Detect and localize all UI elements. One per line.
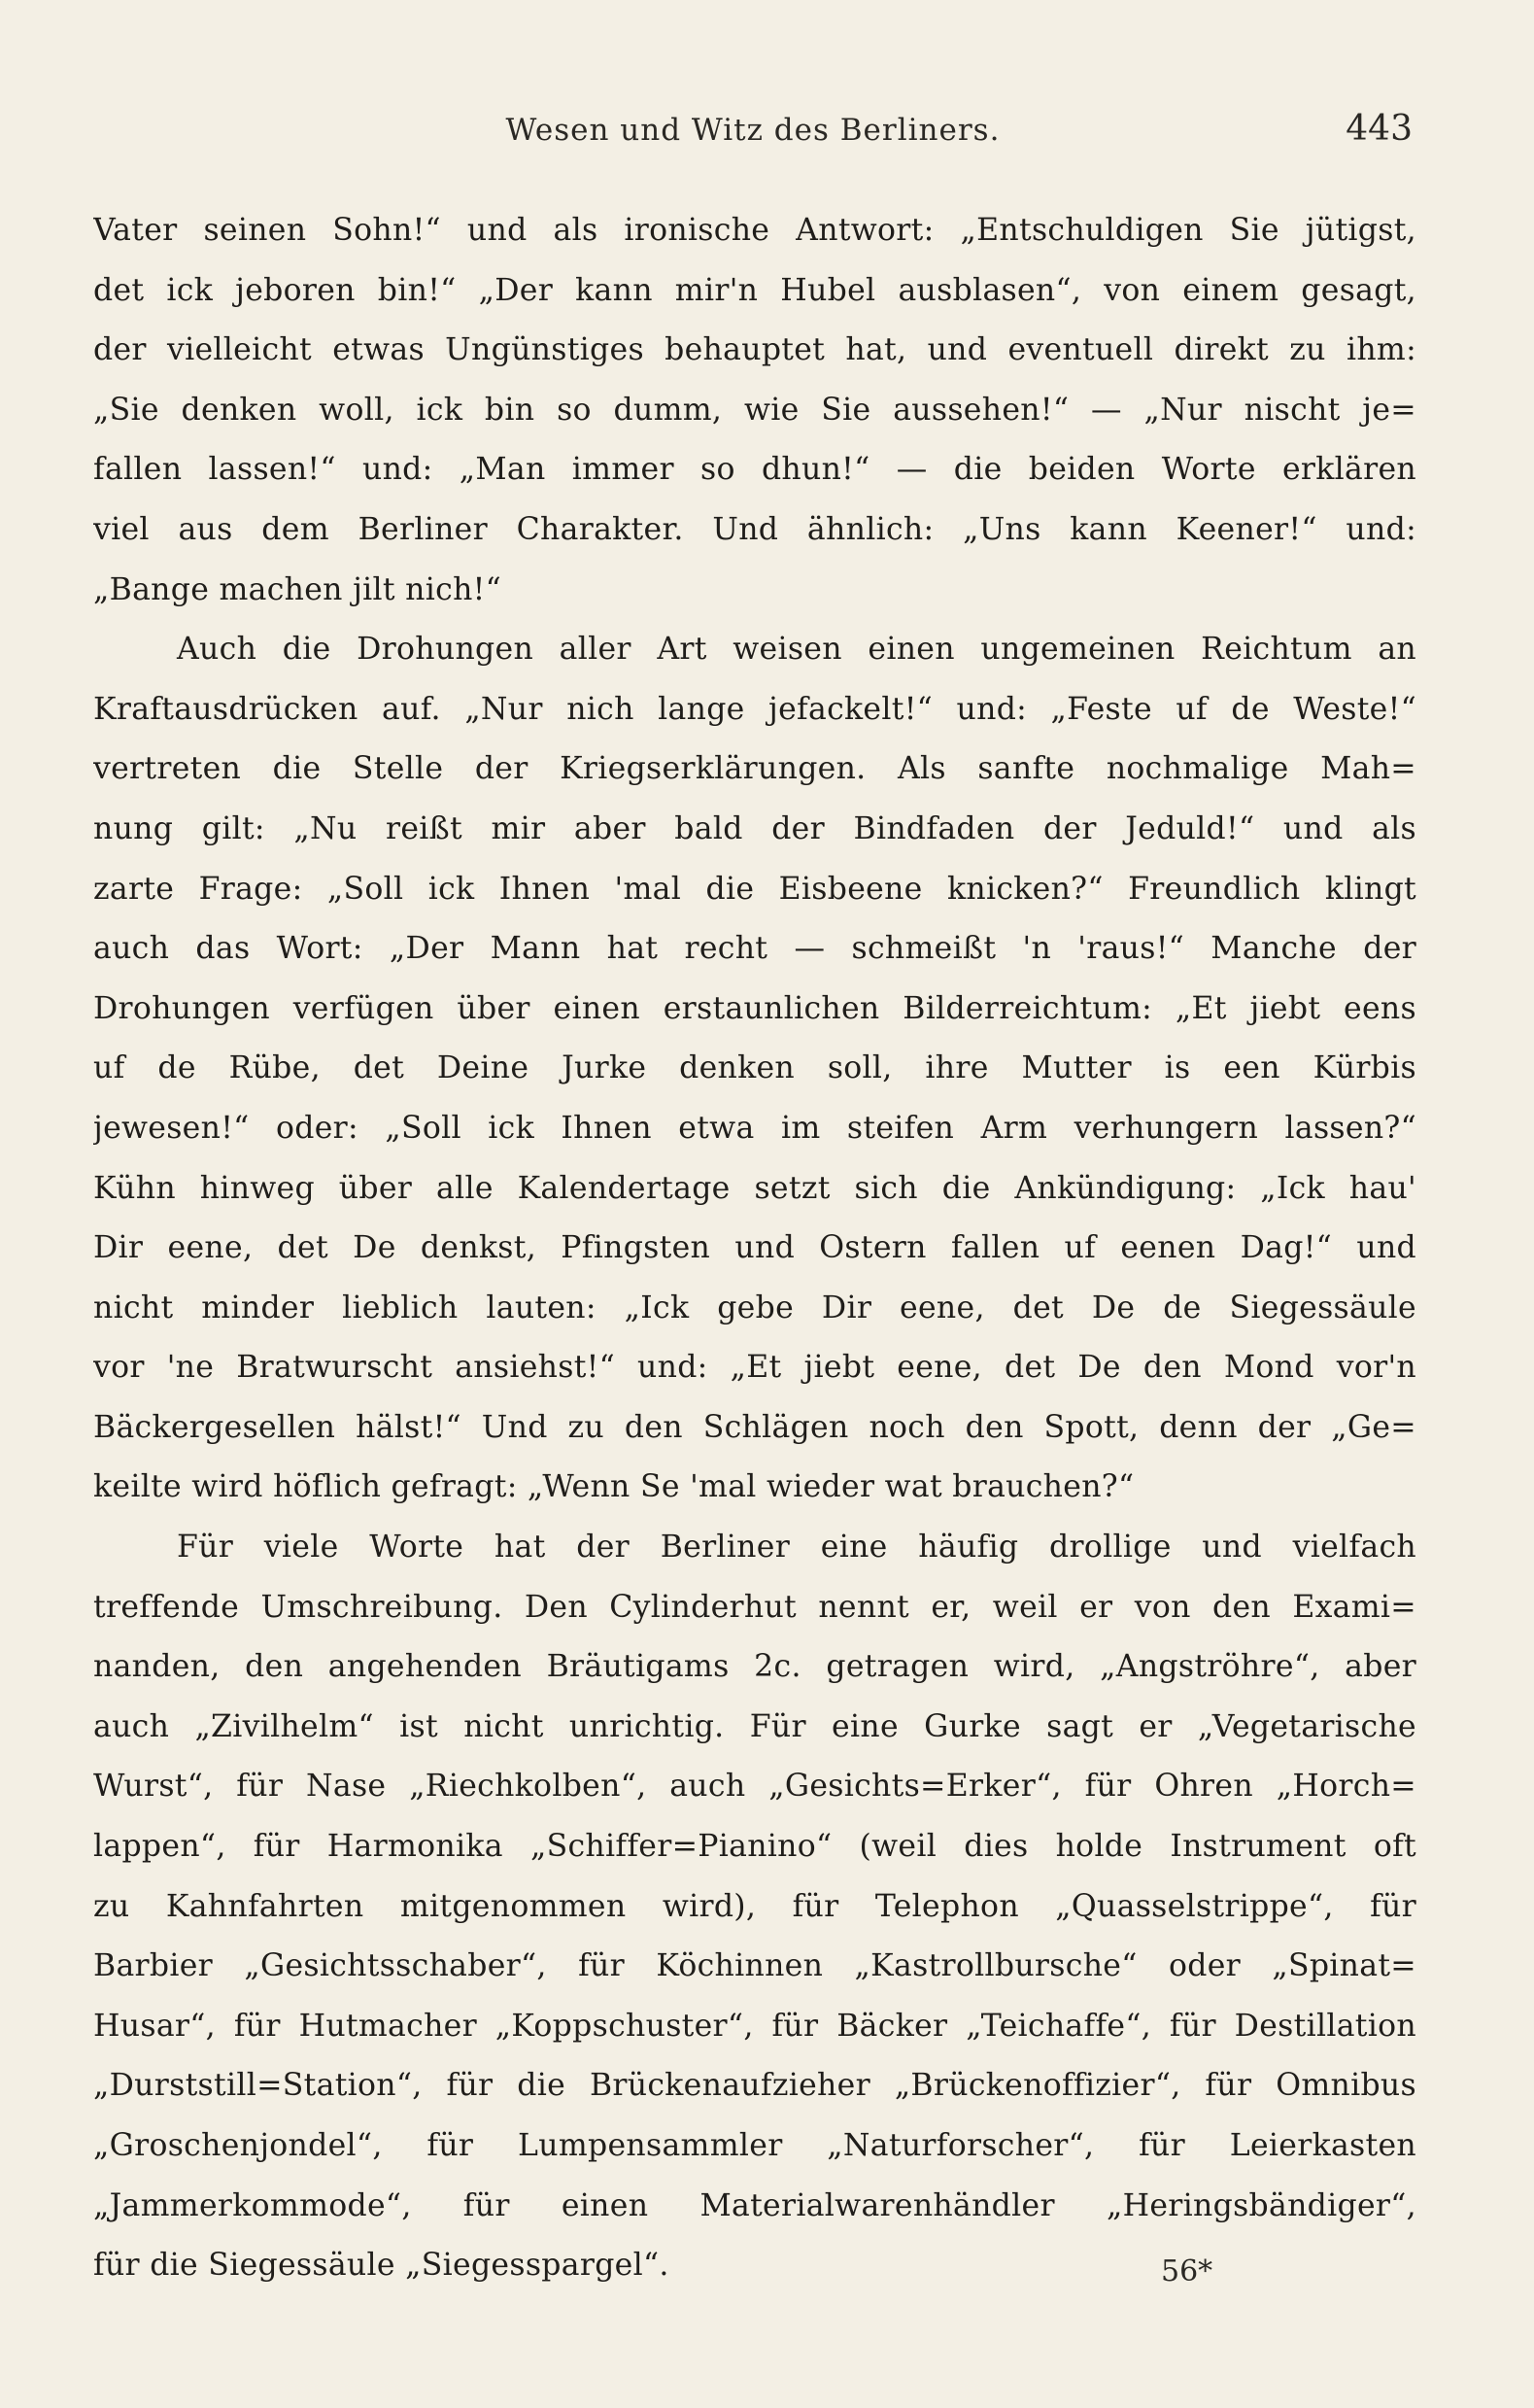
text-line: Vater seinen Sohn!“ und als ironische Antwort: „Entschuldigen Sie jütigst, [93,213,1416,248]
text-line: „Durststill=Station“, für die Brückenaufzieher „Brückenoffizier“, für Omnibus [93,2068,1416,2104]
text-line: treffende Umschreibung. Den Cylinderhut nennt er, weil er von den Exami= [93,1589,1416,1625]
text-line: „Groschenjondel“, für Lumpensammler „Naturforscher“, für Leierkasten [93,2128,1416,2163]
text-line: nung gilt: „Nu reißt mir aber bald der Bindfaden der Jeduld!“ und als [93,810,1416,846]
text-line: Dir eene, det De denkst, Pfingsten und Ostern fallen uf eenen Dag!“ und [93,1230,1416,1266]
paragraph-start-line: Für viele Worte hat der Berliner eine häufig drollige und vielfach [177,1530,1416,1565]
text-line: vertreten die Stelle der Kriegserklärungen. Als sanfte nochmalige Mah= [93,751,1416,787]
text-line: Wurst“, für Nase „Riechkolben“, auch „Gesichts=Erker“, für Ohren „Horch= [93,1769,1416,1805]
running-title: Wesen und Witz des Berliners. [505,113,1001,148]
text-line: Husar“, für Hutmacher „Koppschuster“, für Bäcker „Teichaffe“, für Destillation [93,2008,1416,2044]
text-line: der vielleicht etwas Ungünstiges behauptet hat, und eventuell direkt zu ihm: [93,332,1416,368]
text-line: „Jammerkommode“, für einen Materialwarenhändler „Heringsbändiger“, [93,2187,1416,2223]
page-number: 443 [1346,109,1413,149]
text-line: uf de Rübe, det Deine Jurke denken soll, ihre Mutter is een Kürbis [93,1050,1416,1086]
text-line: viel aus dem Berliner Charakter. Und ähnlich: „Uns kann Keener!“ und: [93,511,1416,547]
body-text [93,201,1416,2296]
text-line: zarte Frage: „Soll ick Ihnen 'mal die Eisbeene knicken?“ Freundlich klingt [93,871,1416,907]
text-line: Kühn hinweg über alle Kalendertage setzt sich die Ankündigung: „Ick hau' [93,1170,1416,1206]
text-line: det ick jeboren bin!“ „Der kann mir'n Hubel ausblasen“, von einem gesagt, [93,272,1416,308]
text-line: nicht minder lieblich lauten: „Ick gebe Dir eene, det De de Siegessäule [93,1290,1416,1325]
text-line: „Bange machen jilt nich!“ [93,571,502,607]
paragraph-start-line: Auch die Drohungen aller Art weisen einen ungemeinen Reichtum an [177,632,1416,668]
running-head [93,109,1413,157]
text-line: jewesen!“ oder: „Soll ick Ihnen etwa im steifen Arm verhungern lassen?“ [93,1110,1416,1146]
text-line: Barbier „Gesichtsschaber“, für Köchinnen „Kastrollbursche“ oder „Spinat= [93,1948,1416,1984]
text-line: zu Kahnfahrten mitgenommen wird), für Telephon „Quasselstrippe“, für [93,1888,1416,1924]
text-line: Drohungen verfügen über einen erstaunlichen Bilderreichtum: „Et jiebt eens [93,990,1416,1026]
text-line: nanden, den angehenden Bräutigams 2c. getragen wird, „Angströhre“, aber [93,1649,1416,1685]
text-line: vor 'ne Bratwurscht ansiehst!“ und: „Et jiebt eene, det De den Mond vor'n [93,1350,1416,1386]
text-line: fallen lassen!“ und: „Man immer so dhun!“ — die beiden Worte erklären [93,452,1416,488]
text-line: keilte wird höflich gefragt: „Wenn Se 'mal wieder wat brauchen?“ [93,1469,1135,1505]
signature-mark: 56* [1161,2254,1213,2288]
text-line: auch das Wort: „Der Mann hat recht — schmeißt 'n 'raus!“ Manche der [93,931,1416,967]
text-line: für die Siegessäule „Siegesspargel“. [93,2248,669,2284]
text-line: Kraftausdrücken auf. „Nur nich lange jefackelt!“ und: „Feste uf de Weste!“ [93,691,1416,727]
text-line: „Sie denken woll, ick bin so dumm, wie Sie aussehen!“ — „Nur nischt je= [93,392,1416,428]
text-line: auch „Zivilhelm“ ist nicht unrichtig. Für eine Gurke sagt er „Vegetarische [93,1708,1416,1744]
text-line: lappen“, für Harmonika „Schiffer=Pianino“ (weil dies holde Instrument oft [93,1829,1416,1865]
text-line: Bäckergesellen hälst!“ Und zu den Schlägen noch den Spott, denn der „Ge= [93,1409,1416,1445]
